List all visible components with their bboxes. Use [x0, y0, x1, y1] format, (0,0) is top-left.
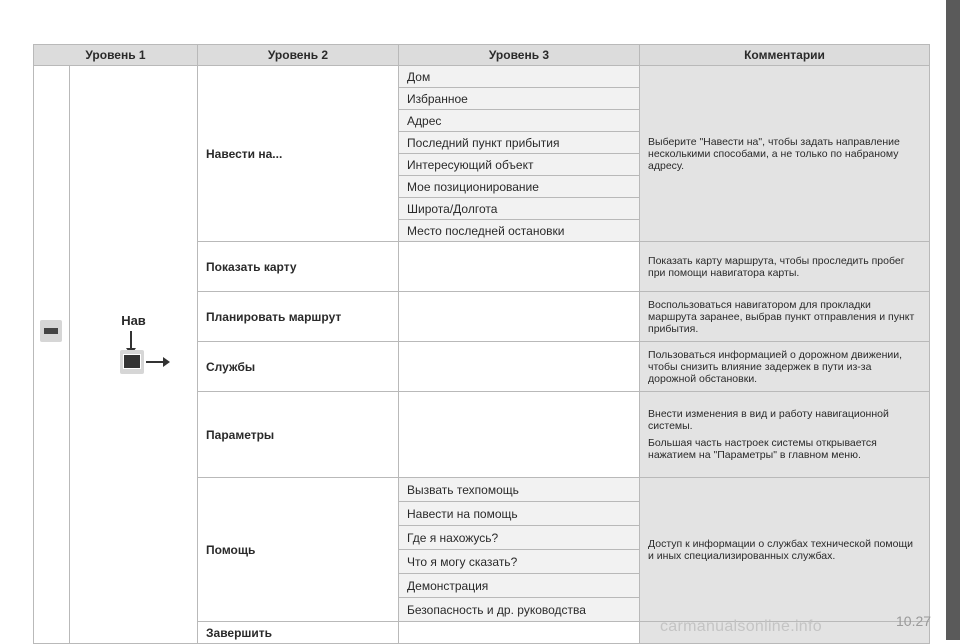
level3-item: Мое позиционирование: [399, 176, 640, 198]
header-row: [34, 45, 930, 66]
level3-item: Последний пункт прибытия: [399, 132, 640, 154]
level3-item: Демонстрация: [399, 574, 640, 598]
level2-navigate: Навести на...: [198, 66, 399, 242]
level2-help: Помощь: [198, 478, 399, 622]
menu-icon: [40, 320, 62, 342]
comment-navigate: Выберите "Навести на", чтобы задать направление несколькими способами, а не только по набраному адресу.: [640, 66, 930, 242]
level2-finish: Завершить: [198, 622, 399, 644]
level3-item: Где я нахожусь?: [399, 526, 640, 550]
watermark: carmanualsonline.info: [660, 618, 822, 635]
level3-item: Навести на помощь: [399, 502, 640, 526]
level2-plan-route: Планировать маршрут: [198, 292, 399, 342]
level3-empty: [399, 242, 640, 292]
level3-item: Что я могу сказать?: [399, 550, 640, 574]
level2-show-map: Показать карту: [198, 242, 399, 292]
level3-item: Безопасность и др. руководства: [399, 598, 640, 622]
level1-icon-column: [34, 66, 70, 644]
comment-settings-1: Внести изменения в вид и работу навигационной системы.: [648, 408, 889, 432]
header-level3: Уровень 3: [399, 45, 640, 66]
arrow-right-icon: [146, 361, 164, 363]
level1-nav-cell: [70, 66, 198, 644]
level2-settings: Параметры: [198, 392, 399, 478]
header-comments: Комментарии: [640, 45, 930, 66]
comment-help: Доступ к информации о службах технической помощи и иных специализированных службах.: [640, 478, 930, 622]
comment-settings: [640, 392, 930, 478]
level2-services: Службы: [198, 342, 399, 392]
page-number: 10.27: [896, 613, 932, 629]
navigation-icon: [120, 350, 144, 374]
level3-item: Дом: [399, 66, 640, 88]
comment-services: Пользоваться информацией о дорожном движении, чтобы снизить влияние задержек в пути из-за дорожной обстановки.: [640, 342, 930, 392]
level3-empty: [399, 622, 640, 644]
level3-empty: [399, 342, 640, 392]
level3-item: Вызвать техпомощь: [399, 478, 640, 502]
level3-empty: [399, 392, 640, 478]
navigation-menu-table: [33, 44, 930, 644]
comment-show-map: Показать карту маршрута, чтобы проследить пробег при помощи навигатора карты.: [640, 242, 930, 292]
arrow-down-icon: [130, 331, 132, 349]
nav-label: Нав: [121, 313, 146, 328]
level3-empty: [399, 292, 640, 342]
comment-plan-route: Воспользоваться навигатором для прокладки маршрута заранее, выбрав пункт отправления и пункт прибытия.: [640, 292, 930, 342]
level3-item: Широта/Долгота: [399, 198, 640, 220]
level3-item: Избранное: [399, 88, 640, 110]
level3-item: Интересующий объект: [399, 154, 640, 176]
header-level2: Уровень 2: [198, 45, 399, 66]
level3-item: Место последней остановки: [399, 220, 640, 242]
level3-item: Адрес: [399, 110, 640, 132]
header-level1: Уровень 1: [34, 45, 198, 66]
right-edge-bar: [946, 0, 960, 640]
comment-settings-2: Большая часть настроек системы открывается нажатием на "Параметры" в главном меню.: [648, 437, 877, 461]
